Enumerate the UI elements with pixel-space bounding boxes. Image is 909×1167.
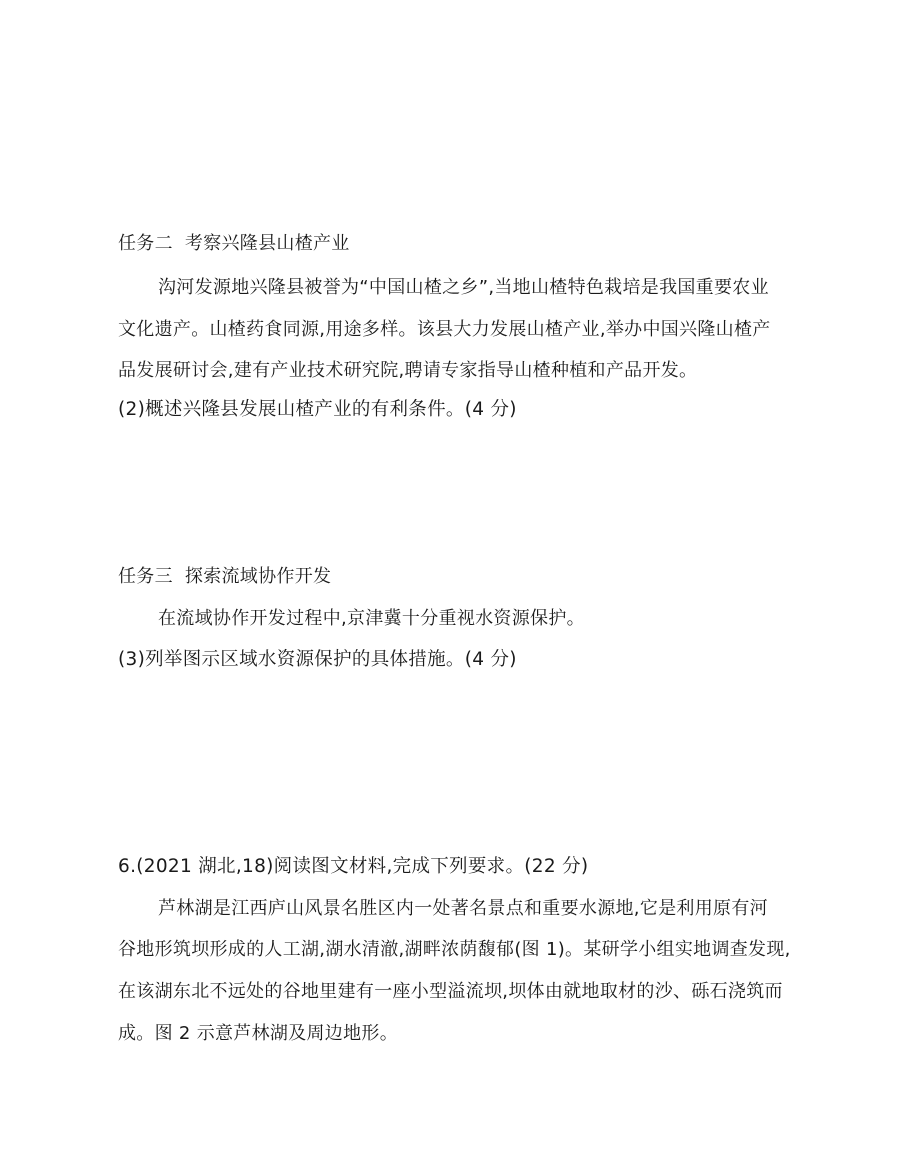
- task2-paragraph-line-2: 文化遗产。山楂药食同源,用途多样。该县大力发展山楂产业,举办中国兴隆山楂产: [118, 319, 771, 340]
- task3-heading-title: 探索流域协作开发: [184, 566, 332, 587]
- question-2: (2)概述兴隆县发展山楂产业的有利条件。(4 分): [118, 399, 517, 420]
- q6-paragraph-line-1: 芦林湖是江西庐山风景名胜区内一处著名景点和重要水源地,它是利用原有河: [158, 898, 768, 919]
- task2-heading: [118, 232, 350, 256]
- question-3: (3)列举图示区域水资源保护的具体措施。(4 分): [118, 649, 517, 670]
- task3-heading-number: 任务三: [118, 566, 173, 587]
- task2-heading-title: 考察兴隆县山楂产业: [184, 233, 350, 254]
- question-6: 6.(2021 湖北,18)阅读图文材料,完成下列要求。(22 分): [118, 856, 589, 877]
- task2-heading-number: 任务二: [118, 233, 173, 254]
- task2-paragraph-line-1: 沟河发源地兴隆县被誉为“中国山楂之乡”,当地山楂特色栽培是我国重要农业: [158, 277, 769, 298]
- task2-paragraph-line-3: 品发展研讨会,建有产业技术研究院,聘请专家指导山楂种植和产品开发。: [118, 360, 698, 381]
- q6-paragraph-line-3: 在该湖东北不远处的谷地里建有一座小型溢流坝,坝体由就地取材的沙、砾石浇筑而: [118, 981, 783, 1002]
- task3-heading: [118, 565, 331, 589]
- q6-paragraph-line-2: 谷地形筑坝形成的人工湖,湖水清澈,湖畔浓荫馥郁(图 1)。某研学小组实地调查发现,: [118, 939, 791, 960]
- q6-paragraph-line-4: 成。图 2 示意芦林湖及周边地形。: [118, 1023, 398, 1044]
- task3-paragraph-line-1: 在流域协作开发过程中,京津冀十分重视水资源保护。: [158, 608, 585, 629]
